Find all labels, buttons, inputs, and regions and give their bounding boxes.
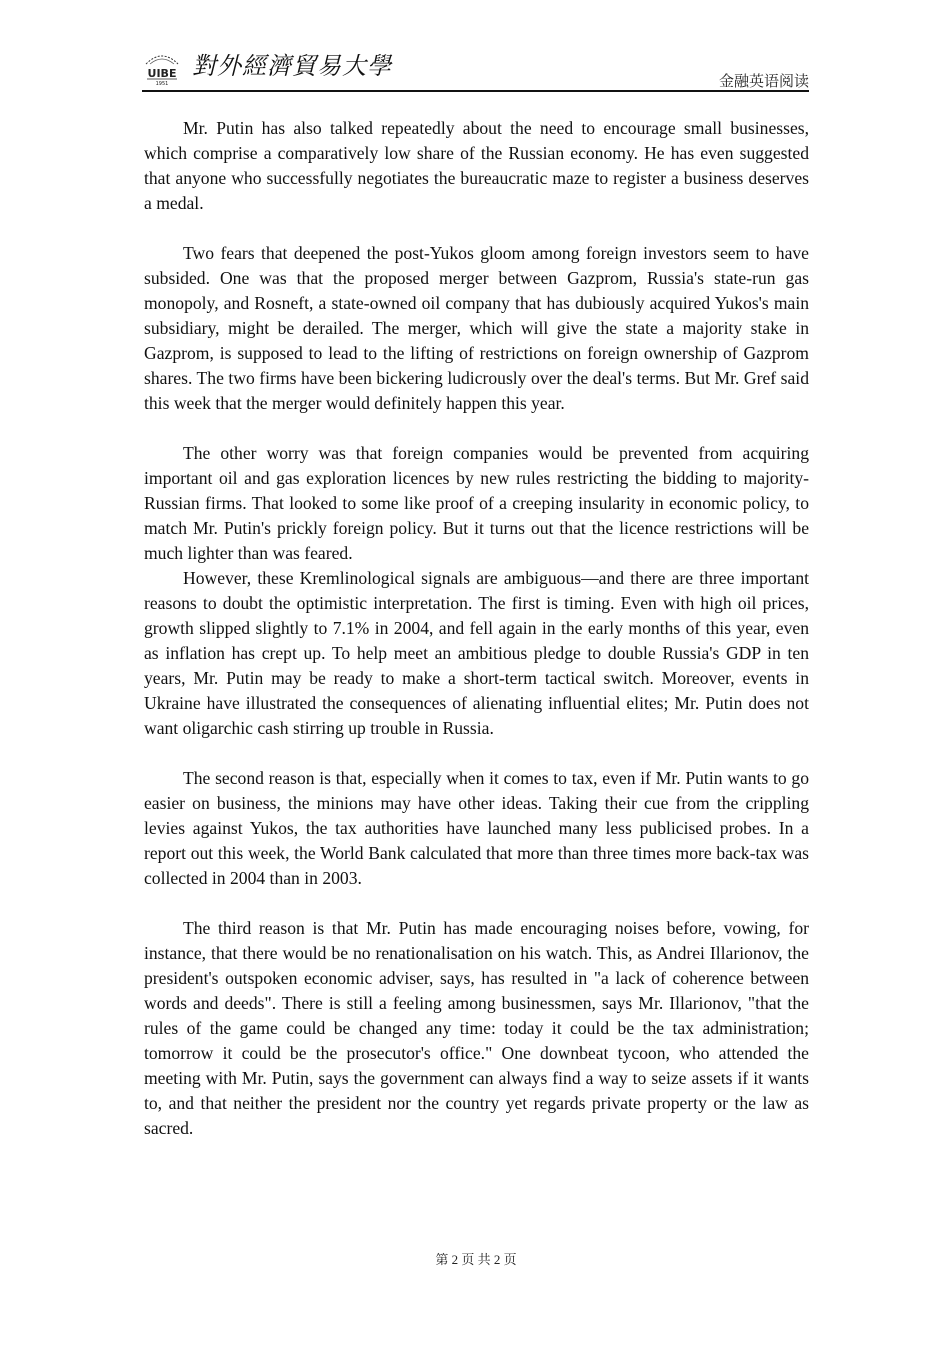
university-logo	[142, 46, 442, 86]
paragraph-5: The second reason is that, especially when it comes to tax, even if Mr. Putin wants to go easier on business, the minions may have other ideas. Taking their cue from the crippling levies against Yukos, the tax authorities have launched many less publicised probes. In a report out this week, the World Bank calculated that more than three times more back-tax was collected in 2004 than in 2003.	[144, 768, 809, 888]
uibe-emblem-icon	[146, 56, 178, 86]
article-body	[144, 116, 809, 1141]
paragraph-1: Mr. Putin has also talked repeatedly about the need to encourage small businesses, which comprise a comparatively low share of the Russian economy. He has even suggested that anyone who successfully negotiates the bureaucratic maze to register a business deserves a medal.	[144, 118, 809, 213]
page-number: 第 2 页 共 2 页	[435, 1252, 517, 1267]
svg-text:對外經濟貿易大學: 對外經濟貿易大學	[192, 52, 392, 80]
paragraph-2: Two fears that deepened the post-Yukos gloom among foreign investors seem to have subsided. One was that the proposed merger between Gazprom, Russia's state-run gas monopoly, and Rosneft, a state-owned oil company that has dubiously acquired Yukos's main subsidiary, might be derailed. The merger, which will give the state a majority stake in Gazprom, is supposed to lead to the lifting of restrictions on foreign ownership of Gazprom shares. The two firms have been bickering ludicrously over the deal's terms. But Mr. Gref said this week that the merger would definitely happen this year.	[144, 243, 809, 413]
svg-text:UIBE: UIBE	[147, 67, 177, 80]
paragraph-6: The third reason is that Mr. Putin has made encouraging noises before, vowing, for instance, that there would be no renationalisation on his watch. This, as Andrei Illarionov, the president's outspoken economic adviser, says, has resulted in "a lack of coherence between words and deeds". There is still a feeling among businessmen, says Mr. Illarionov, "that the rules of the game could be changed any time: today it could be the tax administration; tomorrow it could be the prosecutor's office." One downbeat tycoon, who attended the meeting with Mr. Putin, says the government can always find a way to seize assets if it wants to, and that neither the president nor the country yet regards private property or the law as sacred.	[144, 918, 809, 1138]
paragraph-3: The other worry was that foreign companies would be prevented from acquiring important oil and gas exploration licences by new rules restricting the bidding to majority-Russian firms. That looked to some like proof of a creeping insularity in economic policy, to match Mr. Putin's prickly foreign policy. But it turns out that the licence restrictions will be much lighter than was feared.	[144, 443, 809, 563]
page-header	[142, 46, 809, 94]
svg-text:1951: 1951	[155, 81, 169, 86]
header-divider	[142, 90, 809, 92]
paragraph-4: However, these Kremlinological signals are ambiguous—and there are three important reasons to doubt the optimistic interpretation. The first is timing. Even with high oil prices, growth slipped slightly to 7.1% in 2004, and fell again in the early months of this year, even as inflation has crept up. To help meet an ambitious pledge to double Russia's GDP in ten years, Mr. Putin may be ready to make a short-term tactical switch. Moreover, events in Ukraine have illustrated the consequences of alienating influential elites; Mr. Putin does not want oligarchic cash stirring up trouble in Russia.	[144, 568, 809, 738]
course-title: 金融英语阅读	[718, 72, 809, 90]
